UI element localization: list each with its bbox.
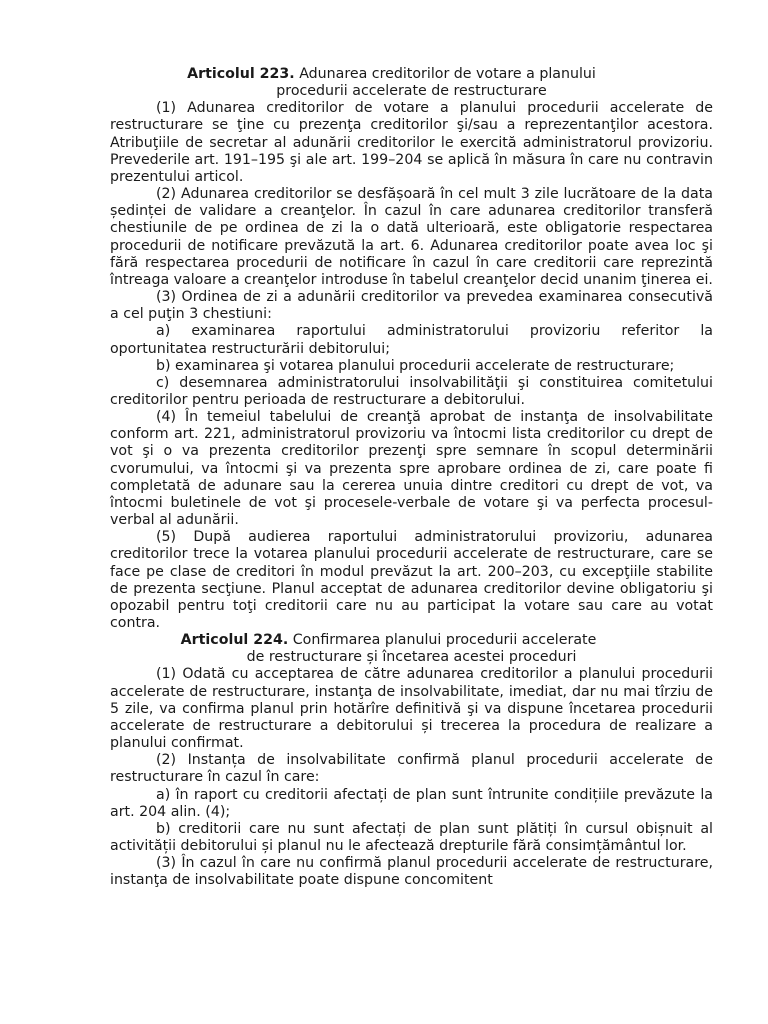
article-224-title-line2: de restructurare și încetarea acestei proceduri xyxy=(246,649,577,666)
article-223-heading-line2 xyxy=(110,83,713,100)
article-224-paragraph-1: (1) Odată cu acceptarea de către adunarea creditorilor a planului procedurii accelerate de restructurare, instanţa de insolvabilitate, imediat, dar nu mai tîrziu de 5 zile, va confirma planul prin hotărîre definitivă şi va dispune încetarea procedurii accelerate de restructurare a debitorului și trecerea la procedura de realizare a planului confirmat. xyxy=(110,666,713,752)
article-223-title-line2: procedurii accelerate de restructurare xyxy=(276,83,547,100)
article-224-paragraph-2: (2) Instanța de insolvabilitate confirmă planul procedurii accelerate de restructurare în cazul în care: xyxy=(110,752,713,786)
article-224 xyxy=(110,632,713,889)
article-223-item-b: b) examinarea şi votarea planului procedurii accelerate de restructurare; xyxy=(156,357,675,374)
article-224-paragraph-3: (3) În cazul în care nu confirmă planul procedurii accelerate de restructurare, instanţa de insolvabilitate poate dispune concomitent xyxy=(110,855,713,889)
article-223-paragraph-3: (3) Ordinea de zi a adunării creditorilor va prevedea examinarea consecutivă a cel puţin 3 chestiuni: xyxy=(110,289,713,323)
article-224-item-a: a) în raport cu creditorii afectați de plan sunt întrunite condițiile prevăzute la art. 204 alin. (4); xyxy=(110,786,713,820)
article-223-paragraph-2: (2) Adunarea creditorilor se desfășoară în cel mult 3 zile lucrătoare de la data ședinței de validare a creanţelor. În cazul în care adunarea creditorilor transferă chestiunile de pe ordinea de zi la o dată ulterioară, este obligatorie respectarea procedurii de notificare prevăzută la art. 6. Adunarea creditorilor poate avea loc şi fără respectarea procedurii de notificare în cazul în care creditorii care reprezintă întreaga valoare a creanţelor introduse în tabelul creanţelor decid unanim ţinerea ei. xyxy=(110,186,713,288)
article-224-number: Articolul 224. xyxy=(180,632,289,649)
article-223-paragraph-1: (1) Adunarea creditorilor de votare a planului procedurii accelerate de restructurare se ţine cu prezenţa creditorilor şi/sau a reprezentanţilor acestora. Atribuţiile de secretar al adunării creditorilor le exercită administratorul provizoriu. Prevederile art. 191–195 şi ale art. 199–204 se aplică în măsura în care nu contravin prezentului articol. xyxy=(110,100,713,185)
article-224-heading xyxy=(110,632,713,649)
article-223-heading xyxy=(110,66,713,83)
article-224-title-line1: Confirmarea planului procedurii accelerate xyxy=(292,632,597,649)
article-224-heading-line2 xyxy=(110,649,713,666)
article-224-item-b: b) creditorii care nu sunt afectați de plan sunt plătiți în cursul obișnuit al activității debitorului și planul nu le afectează drepturile fără consimțământul lor. xyxy=(110,820,713,855)
article-223-number: Articolul 223. xyxy=(187,66,295,82)
article-223-title-line1: Adunarea creditorilor de votare a planului xyxy=(299,66,596,82)
article-223-item-c: c) desemnarea administratorului insolvabilităţii şi constituirea comitetului creditorilor pentru perioada de restructurare a debitorului. xyxy=(110,374,713,408)
article-223-paragraph-5: (5) După audierea raportului administratorului provizoriu, adunarea creditorilor trece la votarea planului procedurii accelerate de restructurare, care se face pe clase de creditori în modul prevăzut la art. 200–203, cu excepţiile stabilite de prezenta secţiune. Planul acceptat de adunarea creditorilor devine obligatoriu şi opozabil pentru toţi creditorii care nu au participat la votare sau care au votat contra. xyxy=(110,529,713,631)
article-223-item-a: a) examinarea raportului administratorului provizoriu referitor la oportunitatea restructurării debitorului; xyxy=(110,323,713,357)
article-223 xyxy=(110,66,713,632)
document-page xyxy=(110,66,713,890)
article-223-paragraph-4: (4) În temeiul tabelului de creanţă aprobat de instanţa de insolvabilitate conform art. 221, administratorul provizoriu va întocmi lista creditorilor cu drept de vot şi o va prezenta creditorilor prezenţi spre semnare în scopul determinării cvorumului, va întocmi şi va prezenta spre aprobare ordinea de zi, care poate fi completată de adunare sau la cererea unuia dintre creditori cu drept de vot, va întocmi buletinele de vot şi procesele-verbale de votare şi va perfecta procesul-verbal al adunării. xyxy=(110,409,713,529)
